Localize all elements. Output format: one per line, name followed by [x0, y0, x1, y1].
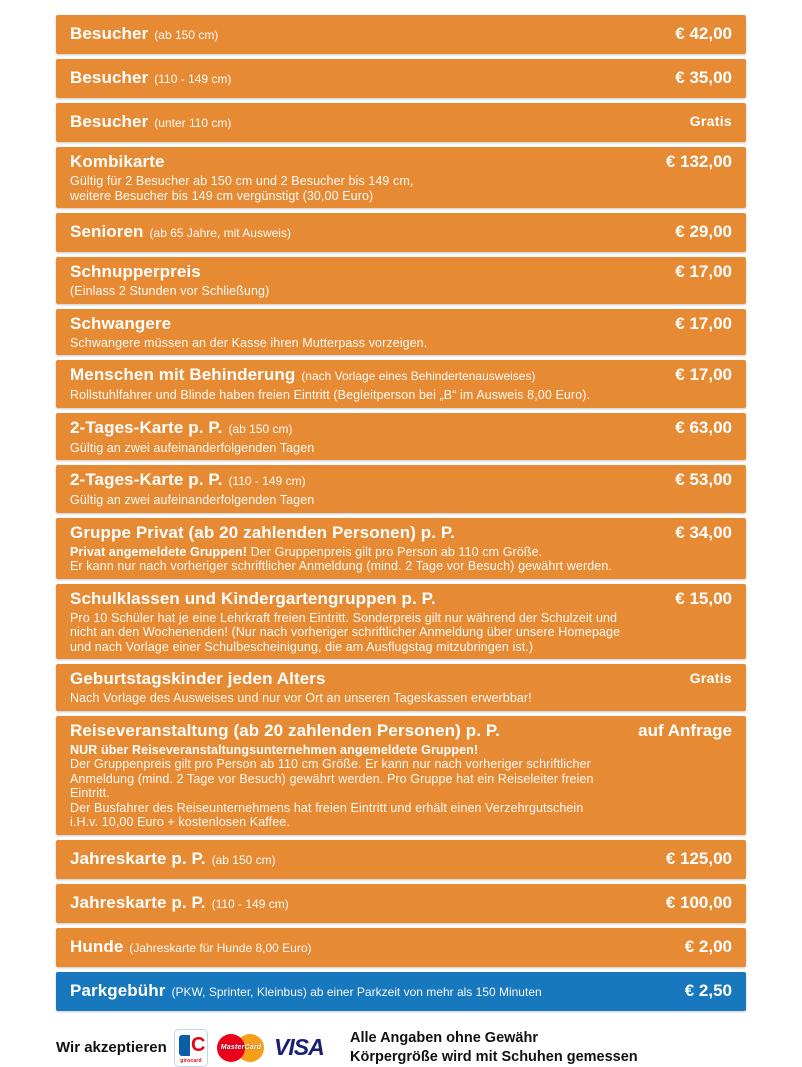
row-subtext: [70, 691, 676, 706]
mastercard-wordmark: MasterCard: [220, 1043, 262, 1051]
row-titleline: [70, 261, 661, 283]
row-title: Kombikarte: [70, 152, 165, 171]
row-main: [70, 313, 661, 351]
row-price: € 17,00: [675, 313, 732, 333]
row-main: [70, 892, 652, 915]
row-price: € 53,00: [675, 470, 732, 489]
row-subtext: [70, 174, 652, 203]
row-subtext-line: [70, 625, 661, 640]
row-main: [70, 980, 671, 1003]
mastercard-icon: [217, 1033, 265, 1063]
row-price: € 17,00: [675, 262, 732, 281]
row-titleline: [70, 151, 652, 173]
row-subtext-bold: NUR über Reiseveranstaltungsunternehmen angemeldete Gruppen!: [70, 742, 479, 757]
row-subtext: [70, 743, 624, 830]
row-subtext-text: Rollstuhlfahrer und Blinde haben freien Eintritt (Begleitperson bei „B“ im Ausweis 8,00 Euro).: [70, 388, 591, 402]
row-price: € 17,00: [675, 365, 732, 384]
row-price: € 2,50: [684, 980, 732, 1000]
row-subtext-text: Gültig an zwei aufeinanderfolgenden Tagen: [70, 440, 315, 455]
row-titleline: [70, 892, 652, 915]
row-main: [70, 720, 624, 830]
row-subtext-line: [70, 174, 652, 189]
row-title: Hunde: [70, 936, 124, 956]
row-price: € 125,00: [665, 848, 732, 868]
girocard-c-shape: C: [191, 1033, 206, 1056]
price-row: [56, 664, 746, 711]
row-subtext-line: [70, 743, 624, 758]
row-main: [70, 261, 661, 299]
row-price: € 2,00: [684, 936, 732, 956]
row-price: € 132,00: [665, 152, 732, 171]
row-annotation: (unter 110 cm): [154, 116, 232, 130]
row-price: € 63,00: [675, 417, 732, 437]
row-annotation: (ab 65 Jahre, mit Ausweis): [149, 226, 291, 240]
row-titleline: [70, 469, 661, 492]
row-subtext-text: Gültig an zwei aufeinanderfolgenden Tagen: [70, 493, 315, 507]
row-main: [70, 417, 661, 456]
disclaimer-line-2: Körpergröße wird mit Schuhen gemessen: [350, 1048, 638, 1065]
row-titleline: [70, 522, 661, 544]
price-row: [56, 257, 746, 304]
row-main: [70, 23, 661, 46]
price-row: [56, 360, 746, 408]
row-subtext-text: i.H.v. 10,00 Euro + kostenlosen Kaffee.: [70, 815, 290, 829]
row-price: € 15,00: [675, 588, 732, 608]
row-titleline: [70, 23, 661, 46]
row-subtext: [70, 493, 661, 508]
girocard-ec-icon: [174, 1029, 208, 1067]
row-title: Reiseveranstaltung (ab 20 zahlenden Personen) p. P.: [70, 720, 500, 740]
row-annotation: (110 - 149 cm): [154, 72, 232, 86]
price-row: [56, 309, 746, 356]
row-price: Gratis: [689, 670, 732, 686]
row-annotation: (110 - 149 cm): [228, 474, 306, 488]
row-main: [70, 364, 661, 403]
row-annotation: (ab 150 cm): [154, 28, 219, 42]
row-subtext-line: [70, 801, 624, 816]
row-subtext-text: Der Gruppenpreis gilt pro Person ab 110 cm Größe.: [247, 544, 543, 559]
row-annotation: (PKW, Sprinter, Kleinbus) ab einer Parkzeit von mehr als 150 Minuten: [171, 984, 542, 999]
row-subtext: [70, 611, 661, 655]
row-title: Schnupperpreis: [70, 262, 201, 281]
price-row: [56, 213, 746, 252]
row-subtext-text: Pro 10 Schüler hat je eine Lehrkraft freien Eintritt. Sonderpreis gilt nur während der Schulzeit und: [70, 610, 618, 625]
row-main: [70, 221, 661, 244]
row-subtext: [70, 388, 661, 403]
row-subtext-text: Schwangere müssen an der Kasse ihren Mutterpass vorzeigen.: [70, 335, 428, 350]
row-main: [70, 588, 661, 655]
row-subtext-line: [70, 691, 676, 706]
price-row: [56, 584, 746, 660]
price-row: [56, 103, 746, 142]
row-annotation: (nach Vorlage eines Behindertenausweises): [301, 369, 536, 383]
row-titleline: [70, 364, 661, 387]
row-subtext-line: [70, 336, 661, 351]
row-subtext-text: Der Gruppenpreis gilt pro Person ab 110 cm Größe. Er kann nur nach vorheriger schriftlicher: [70, 757, 591, 771]
row-subtext-line: [70, 772, 624, 801]
row-subtext: [70, 336, 661, 351]
row-subtext-line: [70, 640, 661, 655]
row-main: [70, 469, 661, 508]
row-subtext-text: nicht an den Wochenenden! (Nur nach vorheriger schriftlicher Anmeldung über unsere Homepage: [70, 625, 621, 639]
row-title: Besucher: [70, 112, 149, 131]
price-row: [56, 972, 746, 1011]
row-annotation: (110 - 149 cm): [211, 896, 289, 911]
price-row: [56, 147, 746, 208]
disclaimer-line-1: Alle Angaben ohne Gewähr: [350, 1029, 538, 1046]
accept-label: Wir akzeptieren: [56, 1039, 167, 1056]
row-annotation: (ab 150 cm): [211, 852, 276, 867]
row-price: € 42,00: [675, 24, 732, 43]
row-titleline: [70, 980, 671, 1003]
row-subtext-text: weitere Besucher bis 149 cm vergünstigt (30,00 Euro): [70, 188, 374, 203]
payment-icons: [174, 1029, 336, 1067]
row-titleline: [70, 588, 661, 610]
row-title: 2-Tages-Karte p. P.: [70, 417, 223, 437]
price-row: [56, 884, 746, 923]
row-title: Besucher: [70, 24, 149, 43]
row-price: auf Anfrage: [638, 720, 732, 740]
row-subtext-line: [70, 611, 661, 626]
row-main: [70, 668, 676, 706]
row-subtext-text: (Einlass 2 Stunden vor Schließung): [70, 284, 270, 298]
row-subtext-line: [70, 545, 661, 560]
price-row: [56, 413, 746, 461]
price-row: [56, 716, 746, 835]
row-title: Schwangere: [70, 313, 172, 333]
row-title: Senioren: [70, 222, 144, 241]
row-titleline: [70, 417, 661, 440]
row-subtext-line: [70, 815, 624, 830]
row-title: Geburtstagskinder jeden Alters: [70, 669, 326, 688]
row-subtext-text: Anmeldung (mind. 2 Tage vor Besuch) gewährt werden. Pro Gruppe hat ein Reiseleiter freien Eintritt.: [70, 771, 594, 800]
row-title: Jahreskarte p. P.: [70, 848, 206, 868]
row-titleline: [70, 67, 661, 90]
price-row: [56, 59, 746, 98]
row-price: € 100,00: [665, 892, 732, 912]
row-annotation: (Jahreskarte für Hunde 8,00 Euro): [129, 940, 312, 955]
disclaimer: [350, 1029, 638, 1067]
row-subtext-line: [70, 559, 661, 574]
visa-icon: VISA: [274, 1034, 324, 1060]
row-titleline: [70, 221, 661, 244]
row-subtext-text: und nach Vorlage einer Schulbescheinigung, die am Ausflugstag mitzubringen ist.): [70, 639, 534, 654]
row-main: [70, 111, 676, 134]
row-subtext-bold: Privat angemeldete Gruppen!: [70, 544, 248, 559]
row-subtext: [70, 284, 661, 299]
row-title: Besucher: [70, 68, 149, 87]
row-subtext-line: [70, 757, 624, 772]
row-subtext-text: Der Busfahrer des Reiseunternehmens hat freien Eintritt und erhält einen Verzehrgutschein: [70, 800, 584, 815]
row-price: Gratis: [689, 113, 732, 129]
row-subtext-text: Nach Vorlage des Ausweises und nur vor Ort an unseren Tageskassen erwerbbar!: [70, 691, 532, 705]
row-subtext: [70, 441, 661, 456]
row-annotation: (ab 150 cm): [228, 421, 293, 436]
price-row: [56, 840, 746, 879]
row-subtext-text: Er kann nur nach vorheriger schriftlicher Anmeldung (mind. 2 Tage vor Besuch) gewährt werden.: [70, 559, 612, 573]
row-subtext-line: [70, 441, 661, 456]
row-price: € 35,00: [675, 68, 732, 87]
row-subtext-line: [70, 189, 652, 204]
row-titleline: [70, 668, 676, 690]
girocard-wordmark: girocard: [180, 1057, 202, 1064]
row-subtext-line: [70, 388, 661, 403]
row-subtext: [70, 545, 661, 574]
row-main: [70, 936, 671, 959]
row-titleline: [70, 720, 624, 742]
row-titleline: [70, 313, 661, 335]
row-title: Parkgebühr: [70, 980, 166, 1000]
price-row: [56, 928, 746, 967]
price-row: [56, 15, 746, 54]
row-title: 2-Tages-Karte p. P.: [70, 470, 223, 489]
row-main: [70, 151, 652, 203]
row-main: [70, 522, 661, 574]
row-main: [70, 848, 652, 871]
row-price: € 34,00: [675, 522, 732, 542]
row-titleline: [70, 111, 676, 134]
price-list: [56, 15, 746, 1011]
row-subtext-line: [70, 284, 661, 299]
price-row: [56, 465, 746, 513]
row-title: Jahreskarte p. P.: [70, 892, 206, 912]
row-title: Menschen mit Behinderung: [70, 365, 296, 384]
row-title: Gruppe Privat (ab 20 zahlenden Personen) p. P.: [70, 522, 455, 542]
row-price: € 29,00: [675, 222, 732, 241]
price-row: [56, 518, 746, 579]
girocard-blue-shape: [179, 1035, 190, 1056]
row-subtext-text: Gültig für 2 Besucher ab 150 cm und 2 Besucher bis 149 cm,: [70, 174, 414, 188]
row-titleline: [70, 848, 652, 871]
row-titleline: [70, 936, 671, 959]
row-main: [70, 67, 661, 90]
footer: [56, 1029, 762, 1067]
row-subtext-line: [70, 493, 661, 508]
row-title: Schulklassen und Kindergartengruppen p. P.: [70, 588, 436, 608]
